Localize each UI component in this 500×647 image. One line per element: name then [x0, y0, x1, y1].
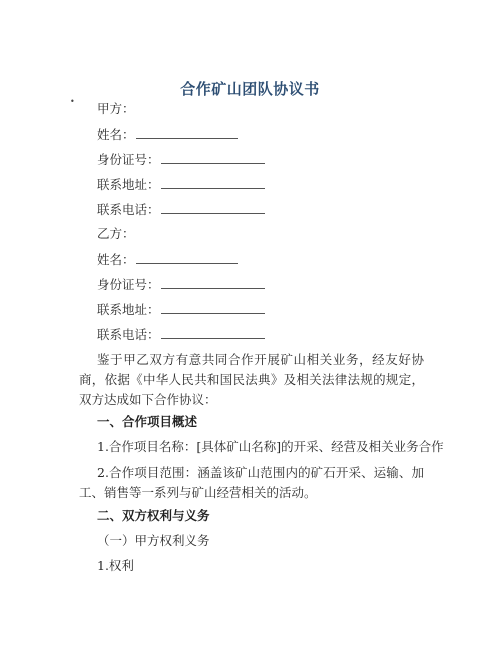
party-b-address-label: 联系地址：	[97, 302, 160, 317]
party-a-phone-blank	[161, 201, 265, 214]
section-1-item-1: 1.合作项目名称：[具体矿山名称]的开采、经营及相关业务合作	[97, 439, 444, 454]
bullet-mark: •	[70, 97, 75, 106]
party-b-phone-blank	[161, 326, 265, 339]
party-a-address-label: 联系地址：	[97, 177, 160, 192]
party-b-name-blank	[136, 251, 238, 264]
party-b-address-blank	[161, 301, 265, 314]
party-a-address-blank	[161, 176, 265, 189]
party-b-id-label: 身份证号：	[97, 277, 160, 292]
section-1-heading: 一、合作项目概述	[97, 414, 198, 429]
party-a-name-label: 姓名：	[97, 127, 135, 142]
section-2-subheading-1: （一）甲方权利义务	[97, 533, 210, 548]
party-b-name-label: 姓名：	[97, 252, 135, 267]
document-title: 合作矿山团队协议书	[180, 80, 320, 98]
party-b-phone-field	[97, 326, 265, 343]
party-a-id-blank	[161, 151, 265, 164]
party-b-phone-label: 联系电话：	[97, 327, 160, 342]
party-a-phone-label: 联系电话：	[97, 202, 160, 217]
party-a-address-field	[97, 176, 265, 193]
party-b-address-field	[97, 301, 265, 318]
party-a-label: 甲方：	[97, 101, 135, 116]
party-b-id-blank	[161, 276, 265, 289]
preamble-paragraph: 鉴于甲乙双方有意共同合作开展矿山相关业务，经友好协商，依据《中华人民共和国民法典》及相关法律法规的规定，双方达成如下合作协议：	[79, 352, 424, 407]
party-a-id-label: 身份证号：	[97, 152, 160, 167]
section-2-sub1-item-1: 1.权利	[97, 558, 134, 573]
party-a-name-blank	[136, 126, 238, 139]
section-1-item-2: 2.合作项目范围：涵盖该矿山范围内的矿石开采、运输、加工、销售等一系列与矿山经营相关的活动。	[79, 465, 424, 500]
party-b-name-field	[97, 251, 238, 268]
party-a-id-field	[97, 151, 265, 168]
party-a-phone-field	[97, 201, 265, 218]
section-2-heading: 二、双方权利与义务	[97, 508, 210, 523]
party-a-name-field	[97, 126, 238, 143]
party-b-label: 乙方：	[97, 226, 135, 241]
party-b-id-field	[97, 276, 265, 293]
